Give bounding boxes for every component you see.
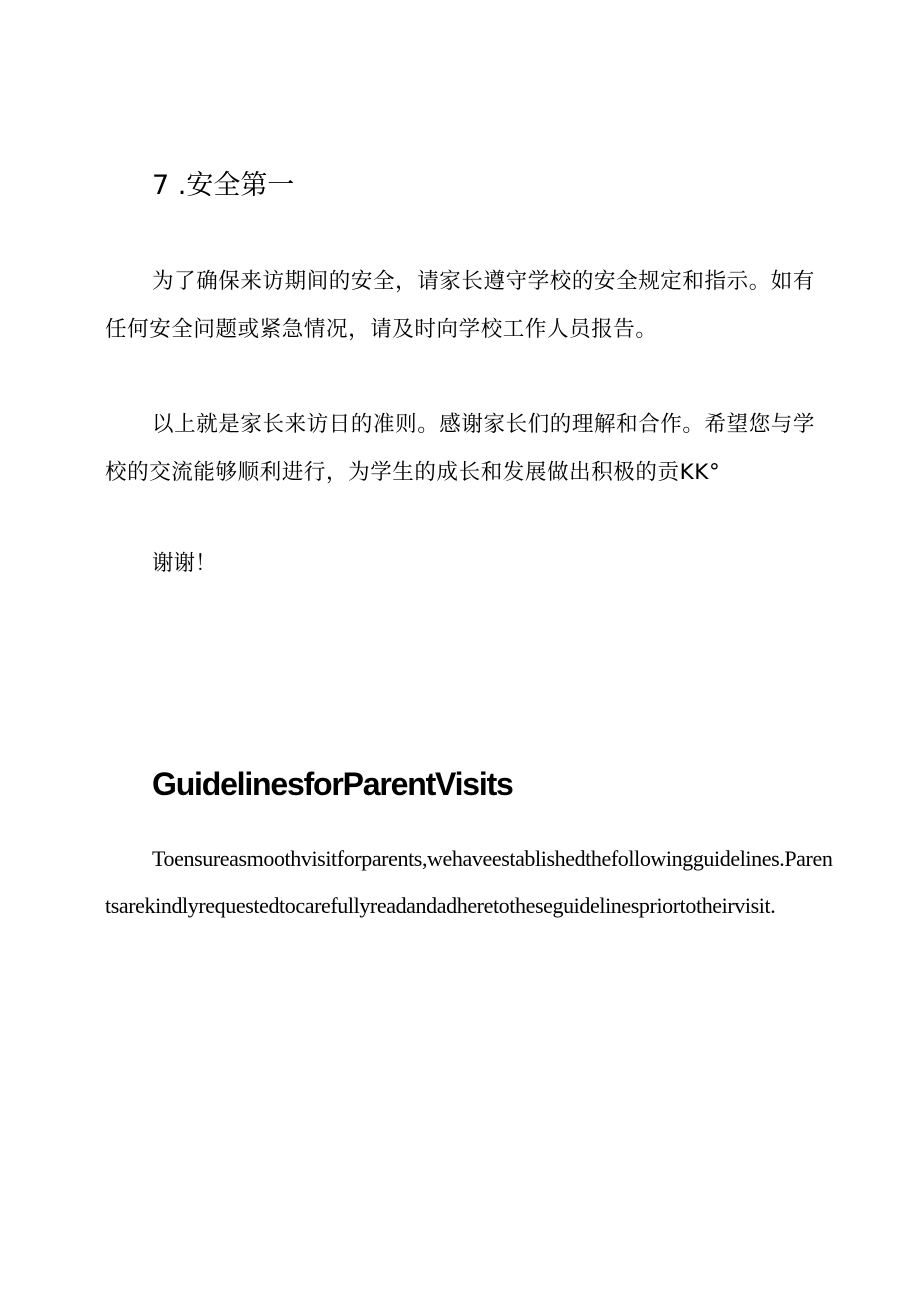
- conclusion-paragraph: 以上就是家长来访日的准则。感谢家长们的理解和合作。希望您与学校的交流能够顺利进行，为学生的成长和发展做出积极的贡KK°: [105, 412, 816, 485]
- safety-paragraph: 为了确保来访期间的安全，请家长遵守学校的安全规定和指示。如有任何安全问题或紧急情况，请及时向学校工作人员报告。: [105, 269, 816, 342]
- section-heading: 7 .安全第一: [152, 170, 295, 201]
- closing-text: 谢谢！: [152, 551, 217, 576]
- english-title: GuidelinesforParentVisits: [152, 766, 513, 802]
- english-intro-paragraph: Toensureasmoothvisitforparents,wehaveestablishedthefollowingguidelines.Parentsarekindlyrequestedtocarefullyreadandadheretotheseguidelinespriortotheirvisit.: [105, 846, 833, 918]
